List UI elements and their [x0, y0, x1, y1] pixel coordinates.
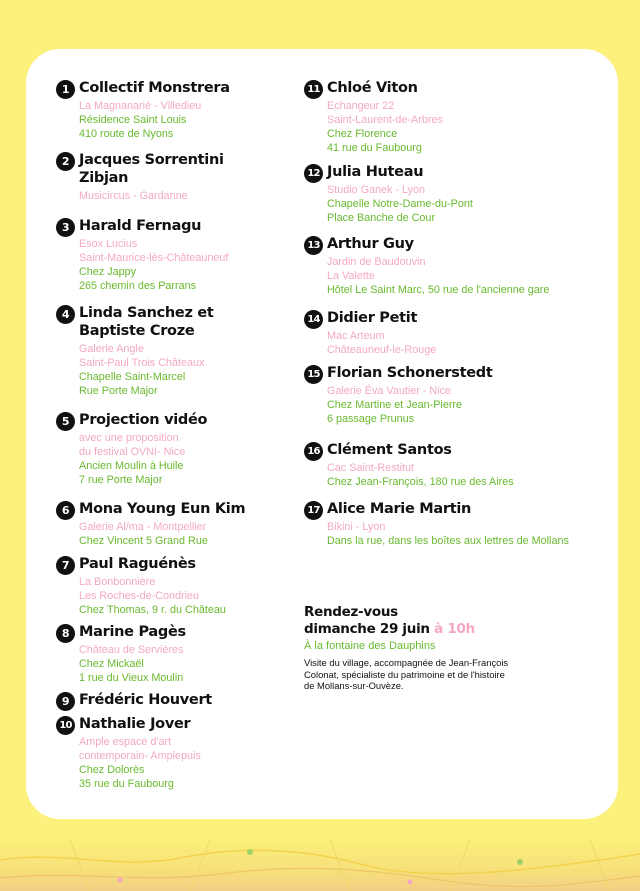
rendezvous-block — [304, 604, 604, 692]
venue-line: Mac Arteum — [327, 330, 385, 342]
artist-entry — [56, 151, 296, 203]
location-line: 41 rue du Faubourg — [327, 142, 422, 154]
artist-entry — [56, 715, 296, 791]
location-line: Chapelle Saint-Marcel — [79, 371, 186, 383]
entry-header — [56, 79, 296, 97]
location-line: 410 route de Nyons — [79, 128, 174, 140]
artist-name: Chloé Viton — [327, 80, 418, 96]
artist-name: Julia Huteau — [327, 164, 424, 180]
venue-line: Jardin de Baudouvin — [327, 256, 426, 268]
venue-line: contemporain- Amplepuis — [79, 750, 201, 762]
location-line: Chez Jappy — [79, 266, 137, 278]
entry-header — [304, 364, 604, 382]
entry-details — [304, 99, 604, 155]
location-line: Rue Porte Major — [79, 385, 158, 397]
artist-entry — [56, 691, 296, 709]
location-line: Hôtel Le Saint Marc, 50 rue de l'ancienne gare — [327, 284, 550, 296]
entry-details — [56, 520, 296, 548]
entry-header — [304, 235, 604, 253]
artist-entry — [304, 500, 604, 548]
artist-name: Marine Pagès — [79, 624, 186, 640]
location-line: Chez Vincent 5 Grand Rue — [79, 535, 208, 547]
entry-number-badge: 3 — [56, 218, 75, 237]
entry-number-badge: 2 — [56, 152, 75, 171]
entry-details — [56, 431, 296, 487]
entry-header — [56, 304, 296, 340]
entry-details — [56, 735, 296, 791]
entry-header — [56, 691, 296, 709]
entry-details — [304, 329, 604, 357]
entry-header — [304, 500, 604, 518]
entry-header — [56, 151, 296, 187]
venue-line: Ample espace d'art — [79, 736, 172, 748]
artist-name: Linda Sanchez et Baptiste Croze — [79, 305, 214, 339]
venue-line: Echangeur 22 — [327, 100, 395, 112]
artist-entry — [304, 79, 604, 155]
venue-line: Bikini - Lyon — [327, 521, 386, 533]
location-line: Chez Thomas, 9 r. du Château — [79, 604, 226, 616]
artist-entry — [56, 79, 296, 141]
rendezvous-day: dimanche 29 juin — [304, 621, 430, 637]
entry-number-badge: 5 — [56, 412, 75, 431]
entry-number-badge: 8 — [56, 624, 75, 643]
artist-entry — [304, 309, 604, 357]
entry-number-badge: 10 — [56, 716, 75, 735]
entry-details — [304, 461, 604, 489]
artist-entry — [56, 623, 296, 685]
entry-details — [56, 575, 296, 617]
artist-entry — [56, 411, 296, 487]
location-line: Chez Mickaël — [79, 658, 144, 670]
artist-entry — [304, 364, 604, 426]
artist-name: Frédéric Houvert — [79, 692, 212, 708]
location-line: Chez Dolorès — [79, 764, 145, 776]
entry-header — [56, 217, 296, 235]
artist-entry — [304, 235, 604, 297]
entry-number-badge: 17 — [304, 501, 323, 520]
artist-name: Mona Young Eun Kim — [79, 501, 246, 517]
venue-line: Musicircus - Gardanne — [79, 190, 188, 202]
location-line: 6 passage Prunus — [327, 413, 415, 425]
entry-details — [56, 237, 296, 293]
entry-number-badge: 11 — [304, 80, 323, 99]
entry-header — [56, 555, 296, 573]
bottom-map-band — [0, 840, 640, 891]
rendezvous-title: Rendez-vous — [304, 604, 398, 620]
venue-line: Saint-Paul Trois Châteaux — [79, 357, 205, 369]
entry-number-badge: 9 — [56, 692, 75, 711]
location-line: Place Banche de Cour — [327, 212, 436, 224]
entry-header — [304, 441, 604, 459]
artist-name: Didier Petit — [327, 310, 418, 326]
entry-number-badge: 14 — [304, 310, 323, 329]
entry-number-badge: 13 — [304, 236, 323, 255]
venue-line: La Bonbonnière — [79, 576, 156, 588]
entry-header — [56, 715, 296, 733]
entry-number-badge: 12 — [304, 164, 323, 183]
artist-name: Alice Marie Martin — [327, 501, 472, 517]
venue-line: Les Roches-de-Condrieu — [79, 590, 200, 602]
entry-details — [304, 255, 604, 297]
entry-number-badge: 16 — [304, 442, 323, 461]
entry-details — [56, 189, 296, 203]
venue-line: La Valette — [327, 270, 375, 282]
artist-name: Collectif Monstrera — [79, 80, 230, 96]
artist-name: Florian Schonerstedt — [327, 365, 493, 381]
artist-name: Arthur Guy — [327, 236, 414, 252]
venue-line: Galerie Éva Vautier - Nice — [327, 385, 452, 397]
location-line: 35 rue du Faubourg — [79, 778, 174, 790]
artist-name: Harald Fernagu — [79, 218, 202, 234]
venue-line: La Magnanarié - Villedieu — [79, 100, 202, 112]
entry-header — [56, 500, 296, 518]
venue-line: Galerie Al/ma - Montpellier — [79, 521, 207, 533]
venue-line: avec une proposition — [79, 432, 179, 444]
location-line: 7 rue Porte Major — [79, 474, 163, 486]
entry-header — [56, 623, 296, 641]
rendezvous-description: Visite du village, accompagnée de Jean-François Colonat, spécialiste du patrimoine et de l'histoire de Mollans-sur-Ouvèze. — [304, 657, 509, 691]
entry-details — [304, 384, 604, 426]
location-line: Chez Jean-François, 180 rue des Aires — [327, 476, 514, 488]
venue-line: Cac Saint-Restitut — [327, 462, 415, 474]
artist-entry — [304, 441, 604, 489]
location-line: 1 rue du Vieux Moulin — [79, 672, 184, 684]
entry-details — [56, 643, 296, 685]
artist-name: Nathalie Jover — [79, 716, 191, 732]
entry-header — [304, 79, 604, 97]
artist-name: Clément Santos — [327, 442, 452, 458]
artist-entry — [56, 217, 296, 293]
rendezvous-hour: à 10h — [434, 621, 475, 637]
entry-number-badge: 15 — [304, 365, 323, 384]
rendezvous-place: À la fontaine des Dauphins — [304, 640, 436, 652]
venue-line: Esox Lucius — [79, 238, 138, 250]
entry-details — [56, 99, 296, 141]
artist-name: Jacques Sorrentini Zibjan — [79, 152, 224, 186]
location-line: Chez Florence — [327, 128, 398, 140]
venue-line: Saint-Maurice-lès-Châteauneuf — [79, 252, 229, 264]
location-line: Chapelle Notre-Dame-du-Pont — [327, 198, 473, 210]
location-line: Résidence Saint Louis — [79, 114, 187, 126]
artist-entry — [56, 555, 296, 617]
venue-line: Studio Ganek - Lyon — [327, 184, 426, 196]
entry-header — [304, 309, 604, 327]
artist-name: Projection vidéo — [79, 412, 208, 428]
venue-line: Saint-Laurent-de-Arbres — [327, 114, 443, 126]
artist-entry — [56, 304, 296, 398]
location-line: Dans la rue, dans les boîtes aux lettres de Mollans — [327, 535, 569, 547]
entry-number-badge: 6 — [56, 501, 75, 520]
entry-details — [304, 183, 604, 225]
rendezvous-date — [304, 621, 604, 638]
entry-details — [304, 520, 604, 548]
location-line: 265 chemin des Parrans — [79, 280, 197, 292]
venue-line: Château de Servières — [79, 644, 184, 656]
venue-line: Châteauneuf-le-Rouge — [327, 344, 437, 356]
entry-header — [56, 411, 296, 429]
entry-number-badge: 4 — [56, 305, 75, 324]
artist-entry — [56, 500, 296, 548]
location-line: Chez Martine et Jean-Pierre — [327, 399, 463, 411]
artist-entry — [304, 163, 604, 225]
entry-header — [304, 163, 604, 181]
entry-details — [56, 342, 296, 398]
location-line: Ancien Moulin à Huile — [79, 460, 184, 472]
entry-number-badge: 1 — [56, 80, 75, 99]
entry-number-badge: 7 — [56, 556, 75, 575]
program-card — [26, 49, 618, 819]
venue-line: du festival OVNI- Nice — [79, 446, 186, 458]
decorative-map-lines — [0, 840, 640, 891]
venue-line: Galerie Angle — [79, 343, 144, 355]
artist-name: Paul Raguénès — [79, 556, 196, 572]
